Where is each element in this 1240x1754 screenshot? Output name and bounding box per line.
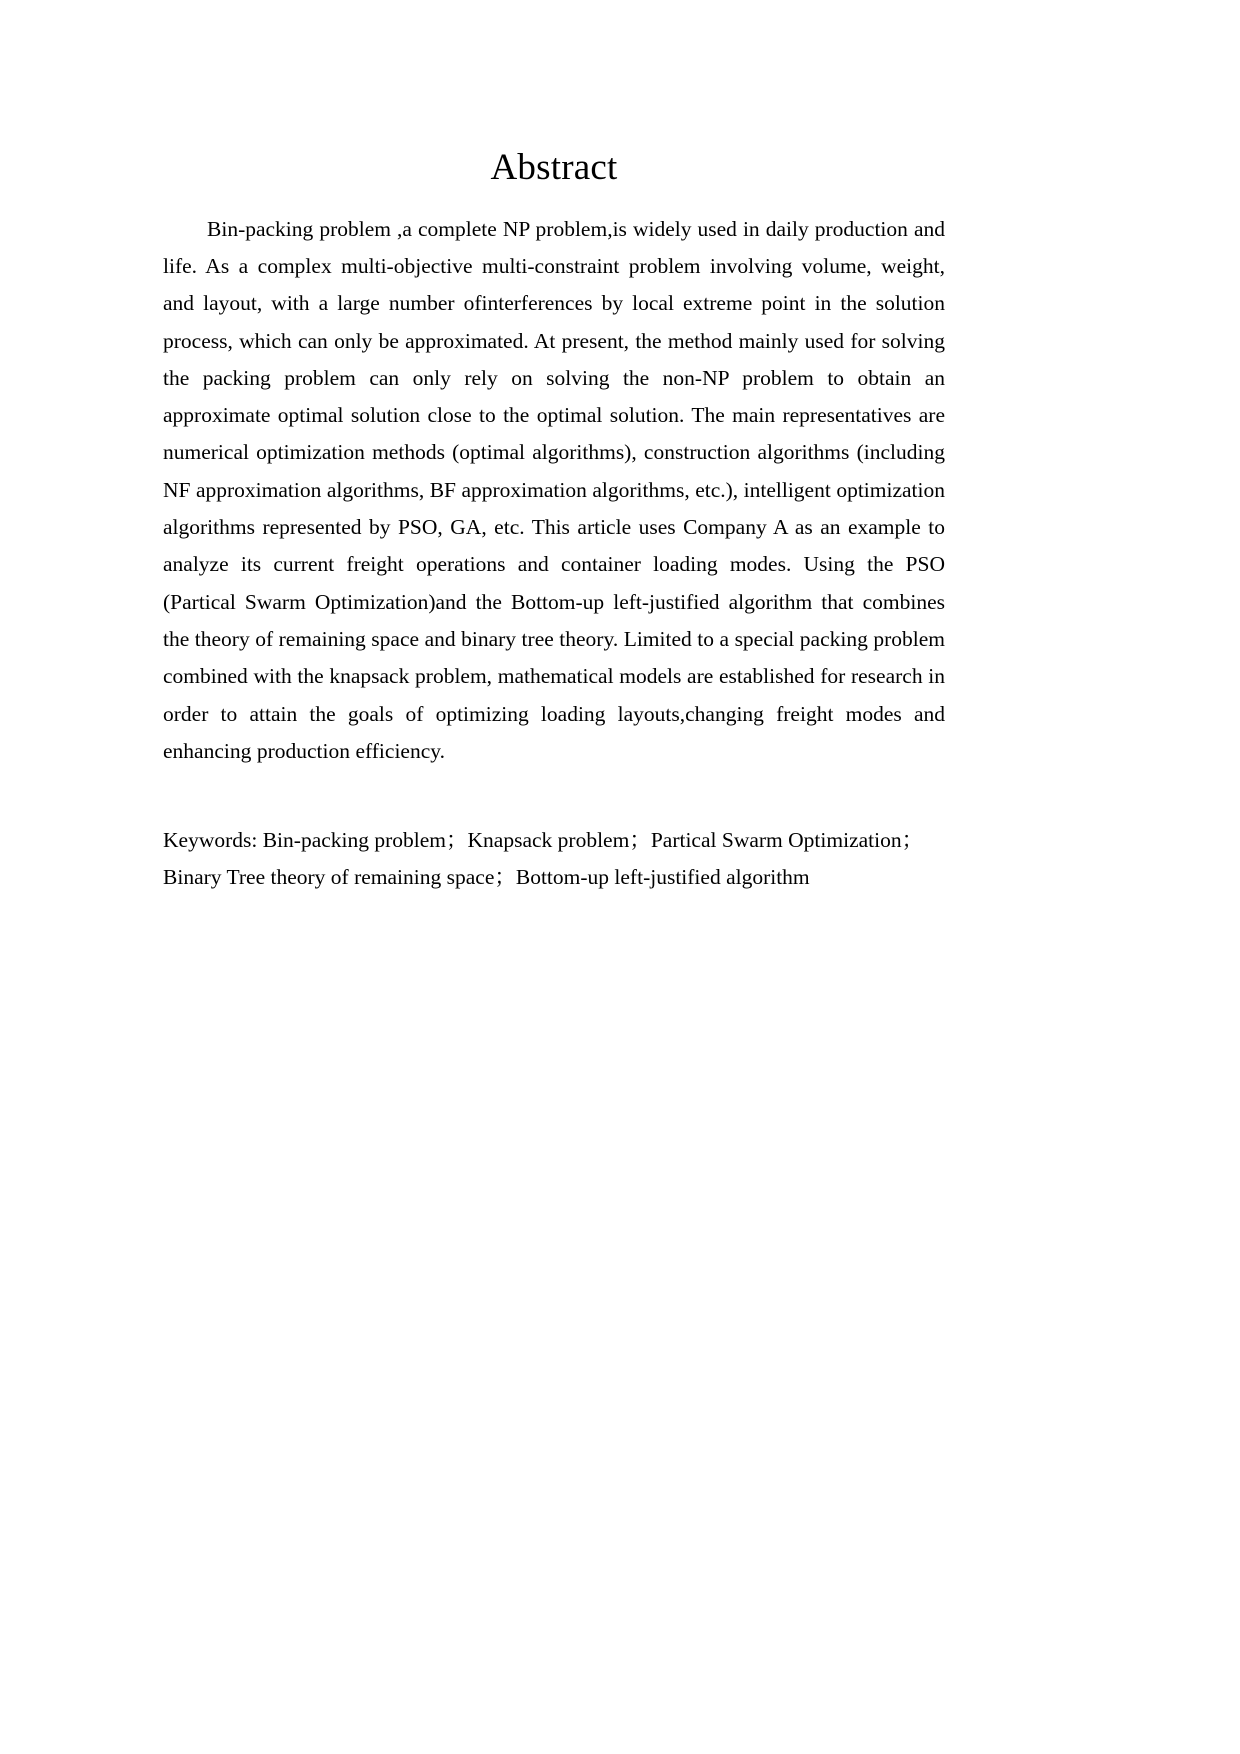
keywords-paragraph: Keywords: Bin-packing problem；Knapsack problem；Partical Swarm Optimization； Binary Tree theory of remaining space；Bottom-up left-justified algorithm [163,828,934,890]
abstract-paragraph: Bin-packing problem ,a complete NP problem,is widely used in daily production and life. As a complex multi-objective multi-constraint problem involving volume, weight, and layout, with a large number ofinterferences by local extreme point in the solution process, which can only be approximated. At present, the method mainly used for solving the packing problem can only rely on solving the non-NP problem to obtain an approximate optimal solution close to the optimal solution. The main representatives are numerical optimization methods (optimal algorithms), construction algorithms (including NF approximation algorithms, BF approximation algorithms, etc.), intelligent optimization algorithms represented by PSO, GA, etc. This article uses Company A as an example to analyze its current freight operations and container loading modes. Using the PSO (Partical Swarm Optimization)and the Bottom-up left-justified algorithm that combines the theory of remaining space and binary tree theory. Limited to a special packing problem combined with the knapsack problem, mathematical models are established for research in order to attain the goals of optimizing loading layouts,changing freight modes and enhancing production efficiency. [163,216,945,763]
page-title: Abstract [490,147,618,188]
page-content [163,0,945,897]
